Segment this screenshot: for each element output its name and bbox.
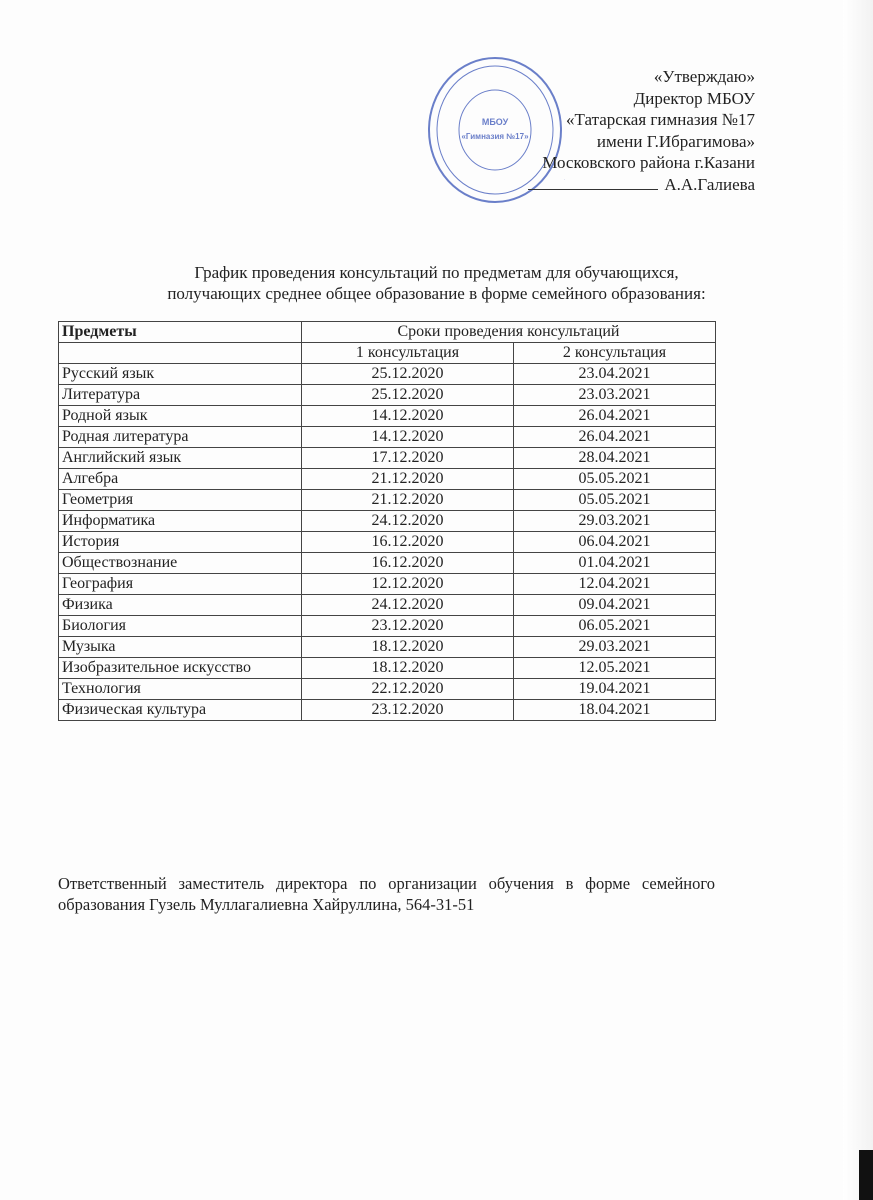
consult-1-date: 22.12.2020 (302, 679, 514, 700)
subject-cell: Технология (59, 679, 302, 700)
consult-1-date: 14.12.2020 (302, 406, 514, 427)
consult-1-date: 25.12.2020 (302, 364, 514, 385)
consult-2-date: 29.03.2021 (514, 511, 716, 532)
table-row (59, 574, 716, 595)
approval-line: «Утверждаю» (653, 67, 755, 86)
table-row (59, 406, 716, 427)
table-row (59, 364, 716, 385)
header-consult-2: 2 консультация (514, 343, 716, 364)
subject-cell: Физическая культура (59, 700, 302, 721)
approval-line: Московского района г.Казани (542, 153, 755, 172)
subject-cell: Информатика (59, 511, 302, 532)
table-row (59, 658, 716, 679)
table-row (59, 679, 716, 700)
consult-2-date: 01.04.2021 (514, 553, 716, 574)
consult-1-date: 18.12.2020 (302, 658, 514, 679)
scan-mark (859, 1150, 873, 1200)
subject-cell: История (59, 532, 302, 553)
consult-2-date: 23.04.2021 (514, 364, 716, 385)
table-row (59, 700, 716, 721)
consult-2-date: 23.03.2021 (514, 385, 716, 406)
consult-2-date: 29.03.2021 (514, 637, 716, 658)
consult-1-date: 12.12.2020 (302, 574, 514, 595)
subject-cell: Физика (59, 595, 302, 616)
consult-2-date: 09.04.2021 (514, 595, 716, 616)
table-header-row (59, 322, 716, 343)
subject-cell: Родная литература (59, 427, 302, 448)
table-row (59, 553, 716, 574)
table-row (59, 532, 716, 553)
subject-cell: Родной язык (59, 406, 302, 427)
consult-2-date: 12.05.2021 (514, 658, 716, 679)
subject-cell: Литература (59, 385, 302, 406)
consult-1-date: 24.12.2020 (302, 595, 514, 616)
subject-cell: Английский язык (59, 448, 302, 469)
table-row (59, 448, 716, 469)
consult-2-date: 12.04.2021 (514, 574, 716, 595)
subject-cell: Биология (59, 616, 302, 637)
consult-2-date: 28.04.2021 (514, 448, 716, 469)
consult-2-date: 06.04.2021 (514, 532, 716, 553)
consult-1-date: 21.12.2020 (302, 469, 514, 490)
consult-2-date: 26.04.2021 (514, 406, 716, 427)
consult-2-date: 26.04.2021 (514, 427, 716, 448)
schedule-table (58, 321, 716, 721)
header-consult-1: 1 консультация (302, 343, 514, 364)
subject-cell: Изобразительное искусство (59, 658, 302, 679)
consult-1-date: 21.12.2020 (302, 490, 514, 511)
table-row (59, 469, 716, 490)
signature-line (528, 174, 755, 196)
table-row (59, 385, 716, 406)
consult-1-date: 17.12.2020 (302, 448, 514, 469)
scan-edge (843, 0, 873, 1200)
approval-line: «Татарская гимназия №17 (566, 110, 755, 129)
subject-cell: География (59, 574, 302, 595)
consult-2-date: 06.05.2021 (514, 616, 716, 637)
empty-cell (59, 343, 302, 364)
table-subheader-row (59, 343, 716, 364)
table-row (59, 616, 716, 637)
title-line: получающих среднее общее образование в форме семейного образования: (167, 284, 706, 303)
consult-1-date: 14.12.2020 (302, 427, 514, 448)
stamp-text-1: МБОУ (481, 117, 509, 127)
table-row (59, 490, 716, 511)
consult-2-date: 05.05.2021 (514, 490, 716, 511)
consult-1-date: 18.12.2020 (302, 637, 514, 658)
consult-2-date: 19.04.2021 (514, 679, 716, 700)
consult-1-date: 23.12.2020 (302, 700, 514, 721)
header-dates: Сроки проведения консультаций (302, 322, 716, 343)
subject-cell: Геометрия (59, 490, 302, 511)
table-row (59, 637, 716, 658)
subject-cell: Обществознание (59, 553, 302, 574)
table-row (59, 595, 716, 616)
consult-1-date: 24.12.2020 (302, 511, 514, 532)
consult-2-date: 18.04.2021 (514, 700, 716, 721)
signer-name: А.А.Галиева (664, 174, 755, 194)
consult-1-date: 25.12.2020 (302, 385, 514, 406)
subject-cell: Русский язык (59, 364, 302, 385)
consult-1-date: 23.12.2020 (302, 616, 514, 637)
table-row (59, 427, 716, 448)
title-line: График проведения консультаций по предметам для обучающихся, (194, 263, 679, 282)
consult-1-date: 16.12.2020 (302, 532, 514, 553)
responsible-note: Ответственный заместитель директора по организации обучения в форме семейного образования Гузель Муллагалиевна Хайруллина, 564-31-51 (58, 874, 715, 914)
header-subjects: Предметы (59, 322, 302, 343)
consult-2-date: 05.05.2021 (514, 469, 716, 490)
approval-line: Директор МБОУ (633, 88, 755, 108)
subject-cell: Алгебра (59, 469, 302, 490)
consult-1-date: 16.12.2020 (302, 553, 514, 574)
signature-blank (528, 177, 658, 190)
document-title (0, 262, 873, 304)
subject-cell: Музыка (59, 637, 302, 658)
table-row (59, 511, 716, 532)
approval-line: имени Г.Ибрагимова» (596, 131, 755, 151)
approval-block (528, 66, 755, 195)
stamp-text-2: «Гимназия №17» (461, 132, 529, 141)
